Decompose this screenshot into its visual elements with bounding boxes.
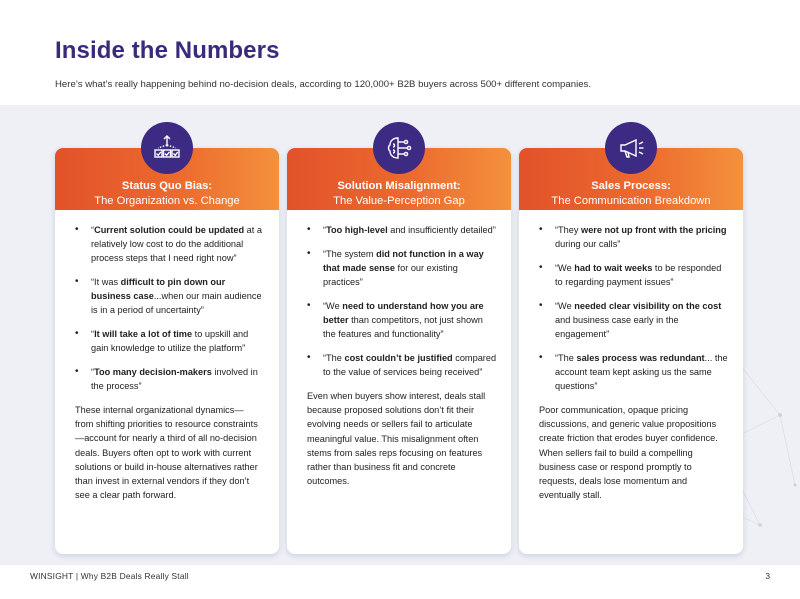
card-paragraph: These internal organizational dynamics—from shifting priorities to resource constraints—account for nearly a third of all no-decision deals. Buyers often opt to work with current solutions or build in-house alternatives rather than invest in external vendors if they don’t see a clear path forward.: [75, 405, 258, 501]
list-item: • “The cost couldn’t be justified compared to the value of services being received”: [307, 351, 497, 379]
card-paragraph: Poor communication, opaque pricing discussions, and generic value propositions create friction that erodes buyer confidence. When sellers fail to build a compelling business case or respond promptly to requests, deals lose momentum and eventually stall.: [539, 405, 718, 501]
card-subheading: The Organization vs. Change: [94, 194, 240, 207]
card-solution-misalignment: [287, 148, 511, 554]
card-status-quo-bias: [55, 148, 279, 554]
list-item: • “It was difficult to pin down our business case...when our main audience is in a period of uncertainty”: [75, 275, 265, 317]
page-title: Inside the Numbers: [55, 37, 280, 64]
page-subtitle: Here’s what’s really happening behind no-decision deals, according to 120,000+ B2B buyers across 500+ different companies.: [55, 79, 591, 90]
list-item: • “They were not up front with the pricing during our calls”: [539, 223, 729, 251]
checklist-arrow-icon: [141, 122, 193, 174]
list-item: • “Current solution could be updated at a relatively low cost to do the additional process steps that I need right now”: [75, 223, 265, 265]
list-item: • “The system did not function in a way that made sense for our existing practices”: [307, 247, 497, 289]
list-item: • “It will take a lot of time to upskill and gain knowledge to utilize the platform”: [75, 327, 265, 355]
list-item: • “We need to understand how you are better than competitors, not just shown the features and functionality”: [307, 299, 497, 341]
list-item: • “Too high-level and insufficiently detailed”: [307, 223, 497, 237]
list-item: • “We had to wait weeks to be responded to regarding payment issues”: [539, 261, 729, 289]
page-header: [0, 0, 800, 105]
footer-publication: WINSIGHT | Why B2B Deals Really Stall: [30, 571, 189, 581]
quote-list: [55, 210, 279, 393]
list-item: • “The sales process was redundant... the account team kept asking us the same questions”: [539, 351, 729, 393]
card-heading: Solution Misalignment:: [337, 180, 461, 192]
card-subheading: The Value-Perception Gap: [333, 194, 465, 207]
megaphone-icon: [605, 122, 657, 174]
card-heading: Status Quo Bias:: [121, 180, 213, 192]
card-subheading: The Communication Breakdown: [551, 194, 711, 207]
brain-circuit-icon: [373, 122, 425, 174]
quote-list: [287, 210, 511, 379]
card-paragraph: Even when buyers show interest, deals stall because proposed solutions don’t fit their evolving needs or sellers fail to articulate meaningful value. This misalignment often stems from sales reps focusing on features rather than business fit and concrete outcomes.: [307, 391, 486, 487]
page-number: 3: [765, 571, 770, 581]
list-item: • “Too many decision-makers involved in the process”: [75, 365, 265, 393]
card-sales-process: [519, 148, 743, 554]
quote-list: [519, 210, 743, 393]
list-item: • “We needed clear visibility on the cost and business case early in the engagement”: [539, 299, 729, 341]
card-heading: Sales Process:: [591, 180, 671, 192]
